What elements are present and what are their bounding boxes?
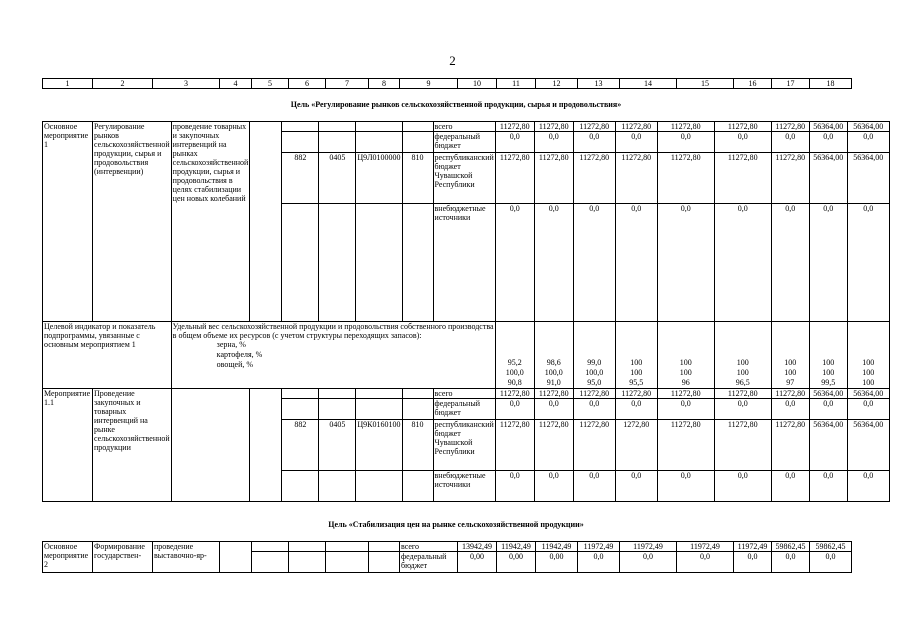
- column-number-cell: 7: [326, 79, 369, 89]
- empty-cell: [319, 389, 356, 399]
- column-number-cell: 14: [620, 79, 677, 89]
- value-cell: 56364,00: [809, 389, 847, 399]
- column-number-cell: 2: [93, 79, 153, 89]
- value-cell: 11972,49: [677, 542, 734, 552]
- indicator-value: 100: [822, 358, 835, 367]
- funding-source-cell: федеральный бюджет: [433, 132, 495, 153]
- value-cell: 11272,80: [714, 153, 771, 204]
- value-cell: 11272,80: [714, 122, 771, 132]
- empty-cell: [356, 204, 402, 322]
- ministry-code-cell: 882: [282, 420, 319, 471]
- value-cell: 0,0: [714, 132, 771, 153]
- indicator-item-vegetables: овощей, %: [216, 360, 254, 369]
- column-number-cell: 6: [289, 79, 326, 89]
- value-cell: 0,0: [495, 204, 534, 322]
- indicator-value: 100,0: [544, 368, 563, 377]
- empty-cell: [326, 542, 369, 552]
- indicator-values-cell: [573, 322, 615, 389]
- value-cell: 0,0: [657, 471, 714, 502]
- value-cell: 0,0: [809, 132, 847, 153]
- value-cell: 0,00: [458, 552, 497, 573]
- value-cell: 0,0: [771, 204, 809, 322]
- funding-source-cell: внебюджетные источники: [433, 471, 495, 502]
- empty-cell: [356, 132, 402, 153]
- indicator-label-cell: Целевой индикатор и показатель подпрограммы, увязанные с основным мероприятием 1: [43, 322, 172, 389]
- value-cell: 0,0: [620, 552, 677, 573]
- value-cell: 0,0: [573, 204, 615, 322]
- target-article-cell: Ц9К0160100: [356, 420, 402, 471]
- value-cell: 0,0: [772, 552, 810, 573]
- empty-cell: [356, 122, 402, 132]
- empty-cell: [319, 204, 356, 322]
- indicator-value: 95,5: [629, 378, 644, 387]
- value-cell: 0,0: [714, 471, 771, 502]
- value-cell: 56364,00: [847, 122, 889, 132]
- empty-cell: [289, 552, 326, 573]
- value-cell: 11272,80: [771, 153, 809, 204]
- value-cell: 11272,80: [534, 122, 573, 132]
- empty-cell: [282, 399, 319, 420]
- value-cell: 11272,80: [771, 389, 809, 399]
- value-cell: 0,0: [677, 552, 734, 573]
- value-cell: 11272,80: [657, 420, 714, 471]
- indicator-value: 91,0: [546, 378, 561, 387]
- value-cell: 11272,80: [534, 389, 573, 399]
- value-cell: 0,0: [573, 132, 615, 153]
- empty-cell: [402, 122, 433, 132]
- indicator-value: 100: [630, 368, 643, 377]
- value-cell: 0,0: [615, 399, 657, 420]
- program-table-continued: [42, 541, 852, 573]
- value-cell: 56364,00: [847, 389, 889, 399]
- value-cell: 0,00: [536, 552, 578, 573]
- empty-cell: [369, 552, 400, 573]
- indicator-value: 100,0: [505, 368, 524, 377]
- empty-cell: [282, 122, 319, 132]
- indicator-value: 95,0: [587, 378, 602, 387]
- indicator-row: [43, 322, 890, 389]
- value-cell: 11272,80: [615, 389, 657, 399]
- value-cell: 11272,80: [573, 389, 615, 399]
- value-cell: 0,0: [809, 399, 847, 420]
- target-article-cell: Ц9Л0100000: [356, 153, 402, 204]
- value-cell: 0,0: [495, 471, 534, 502]
- value-cell: 0,0: [615, 471, 657, 502]
- value-cell: 0,00: [497, 552, 536, 573]
- column-number-cell: 13: [578, 79, 620, 89]
- indicator-value: 99,5: [821, 378, 836, 387]
- value-cell: 11272,80: [657, 153, 714, 204]
- funding-source-cell: федеральный бюджет: [433, 399, 495, 420]
- value-cell: 11272,80: [534, 153, 573, 204]
- header-row: [43, 79, 852, 89]
- empty-cell: [282, 204, 319, 322]
- expense-type-cell: 810: [402, 420, 433, 471]
- empty-cell: [402, 389, 433, 399]
- indicator-item-potato: картофеля, %: [216, 350, 263, 359]
- column-number-cell: 8: [369, 79, 400, 89]
- indicator-values-cell: [714, 322, 771, 389]
- indicator-value: 100: [736, 358, 749, 367]
- value-cell: 11272,80: [495, 153, 534, 204]
- value-cell: 11272,80: [714, 389, 771, 399]
- funding-source-cell: республиканский бюджет Чувашской Республики: [433, 420, 495, 471]
- value-cell: 0,0: [534, 132, 573, 153]
- event-name-cell: Основное мероприятие 1: [43, 122, 93, 322]
- column-number-cell: 18: [810, 79, 852, 89]
- value-cell: 59862,45: [810, 542, 852, 552]
- value-cell: 11272,80: [657, 122, 714, 132]
- empty-cell: [319, 471, 356, 502]
- value-cell: 0,0: [578, 552, 620, 573]
- empty-cell: [326, 552, 369, 573]
- indicator-value: 98,6: [546, 358, 561, 367]
- value-cell: 0,0: [734, 552, 772, 573]
- value-cell: 56364,00: [809, 420, 847, 471]
- funding-source-cell: всего: [433, 122, 495, 132]
- indicator-value: 100: [862, 378, 875, 387]
- indicator-values-cell: [495, 322, 534, 389]
- indicator-value: 100: [679, 368, 692, 377]
- value-cell: 59862,45: [772, 542, 810, 552]
- column-number-cell: 4: [220, 79, 252, 89]
- value-cell: 11972,49: [578, 542, 620, 552]
- indicator-value: 96,5: [735, 378, 750, 387]
- column-number-cell: 3: [153, 79, 220, 89]
- value-cell: 11272,80: [615, 122, 657, 132]
- empty-cell: [402, 132, 433, 153]
- indicator-value: 100: [822, 368, 835, 377]
- value-cell: 11272,80: [771, 122, 809, 132]
- value-cell: 0,0: [809, 471, 847, 502]
- value-cell: 0,0: [534, 204, 573, 322]
- column-number-cell: 5: [252, 79, 289, 89]
- column-number-cell: 16: [734, 79, 772, 89]
- empty-cell: [252, 542, 289, 552]
- goal-title-2: Цель «Стабилизация цен на рынке сельскохозяйственной продукции»: [328, 520, 584, 529]
- empty-cell: [171, 389, 250, 502]
- goal-title-1: Цель «Регулирование рынков сельскохозяйственной продукции, сырья и продовольствия»: [290, 100, 622, 109]
- value-cell: 0,0: [771, 471, 809, 502]
- value-cell: 11272,80: [534, 420, 573, 471]
- value-cell: 1272,80: [615, 420, 657, 471]
- value-cell: 0,0: [615, 132, 657, 153]
- indicator-values-cell: [847, 322, 889, 389]
- empty-cell: [369, 542, 400, 552]
- indicator-text-cell: [171, 322, 495, 389]
- indicator-value: 96: [681, 378, 690, 387]
- empty-cell: [356, 471, 402, 502]
- value-cell: 0,0: [534, 399, 573, 420]
- value-cell: 11272,80: [657, 389, 714, 399]
- value-cell: 0,0: [657, 204, 714, 322]
- column-number-cell: 9: [400, 79, 458, 89]
- section-code-cell: 0405: [319, 420, 356, 471]
- indicator-value: 100: [784, 358, 797, 367]
- value-cell: 11272,80: [495, 420, 534, 471]
- funding-source-cell: внебюджетные источники: [433, 204, 495, 322]
- event-activity-cell: проведение выставочно-яр-: [153, 542, 220, 573]
- empty-cell: [402, 399, 433, 420]
- event-name-cell: Основное мероприятие 2: [43, 542, 93, 573]
- value-cell: 0,0: [534, 471, 573, 502]
- expense-type-cell: 810: [402, 153, 433, 204]
- column-number-cell: 11: [497, 79, 536, 89]
- value-cell: 0,0: [810, 552, 852, 573]
- indicator-value: 97: [786, 378, 795, 387]
- empty-cell: [250, 389, 282, 502]
- event-name-cell: Мероприятие 1.1: [43, 389, 93, 502]
- empty-cell: [319, 132, 356, 153]
- indicator-value: 95,2: [507, 358, 522, 367]
- column-number-cell: 12: [536, 79, 578, 89]
- empty-cell: [250, 122, 282, 322]
- empty-cell: [319, 399, 356, 420]
- value-cell: 56364,00: [809, 153, 847, 204]
- funding-source-cell: республиканский бюджет Чувашской Республики: [433, 153, 495, 204]
- value-cell: 11272,80: [771, 420, 809, 471]
- value-cell: 0,0: [495, 399, 534, 420]
- value-cell: 11272,80: [714, 420, 771, 471]
- value-cell: 0,0: [714, 399, 771, 420]
- value-cell: 11272,80: [573, 420, 615, 471]
- value-cell: 11942,49: [536, 542, 578, 552]
- column-number-cell: 1: [43, 79, 93, 89]
- funding-source-cell: всего: [433, 389, 495, 399]
- indicator-values-cell: [534, 322, 573, 389]
- page-number: 2: [449, 53, 456, 68]
- indicator-value: 100: [784, 368, 797, 377]
- table-row: [43, 389, 890, 399]
- indicator-value: 100,0: [585, 368, 604, 377]
- empty-cell: [402, 204, 433, 322]
- empty-cell: [402, 471, 433, 502]
- column-number-cell: 17: [772, 79, 810, 89]
- event-description-cell: Регулирование рынков сельскохозяйственной продукции, сырья и продовольствия (интервенции): [93, 122, 172, 322]
- table-row: [43, 122, 890, 132]
- indicator-value: 100: [679, 358, 692, 367]
- value-cell: 0,0: [847, 204, 889, 322]
- empty-cell: [356, 399, 402, 420]
- event-description-cell: Проведение закупочных и товарных интервенций на рынке сельскохозяйственной продукции: [93, 389, 172, 502]
- value-cell: 0,0: [771, 132, 809, 153]
- value-cell: 0,0: [847, 132, 889, 153]
- value-cell: 0,0: [847, 471, 889, 502]
- ministry-code-cell: 882: [282, 153, 319, 204]
- column-number-cell: 10: [458, 79, 497, 89]
- empty-cell: [252, 552, 289, 573]
- indicator-values-cell: [771, 322, 809, 389]
- value-cell: 0,0: [495, 132, 534, 153]
- value-cell: 56364,00: [847, 420, 889, 471]
- indicator-item-grain: зерна, %: [216, 340, 246, 349]
- indicator-values-cell: [809, 322, 847, 389]
- value-cell: 0,0: [615, 204, 657, 322]
- indicator-value: 100: [630, 358, 643, 367]
- value-cell: 11972,49: [734, 542, 772, 552]
- table-row: [43, 542, 852, 552]
- value-cell: 11272,80: [573, 122, 615, 132]
- indicator-value: 100: [736, 368, 749, 377]
- indicator-value: 90,8: [507, 378, 522, 387]
- value-cell: 11272,80: [573, 153, 615, 204]
- value-cell: 56364,00: [809, 122, 847, 132]
- indicator-value: 100: [862, 368, 875, 377]
- value-cell: 11972,49: [620, 542, 677, 552]
- value-cell: 0,0: [573, 471, 615, 502]
- empty-cell: [319, 122, 356, 132]
- value-cell: 0,0: [657, 399, 714, 420]
- empty-cell: [282, 471, 319, 502]
- indicator-description: Удельный вес сельскохозяйственной продукции и продовольствия собственного производства в общем объеме их ресурсов (с учетом структуры переходящих запасов):: [172, 322, 494, 340]
- value-cell: 11942,49: [497, 542, 536, 552]
- empty-cell: [282, 132, 319, 153]
- value-cell: 11272,80: [495, 389, 534, 399]
- empty-cell: [356, 389, 402, 399]
- value-cell: 0,0: [657, 132, 714, 153]
- section-code-cell: 0405: [319, 153, 356, 204]
- indicator-values-cell: [657, 322, 714, 389]
- empty-cell: [220, 542, 252, 573]
- indicator-value: 100: [862, 358, 875, 367]
- funding-source-cell: всего: [400, 542, 458, 552]
- value-cell: 0,0: [847, 399, 889, 420]
- value-cell: 0,0: [771, 399, 809, 420]
- empty-cell: [282, 389, 319, 399]
- event-activity-cell: проведение товарных и закупочных интервенций на рынках сельскохозяйственной продукции, сырья и продовольствия в целях стабилизации цен новых колебаний: [171, 122, 250, 322]
- program-table-main: [42, 121, 890, 502]
- value-cell: 0,0: [714, 204, 771, 322]
- empty-cell: [289, 542, 326, 552]
- value-cell: 0,0: [809, 204, 847, 322]
- column-number-header: [42, 78, 852, 89]
- value-cell: 0,0: [573, 399, 615, 420]
- funding-source-cell: федеральный бюджет: [400, 552, 458, 573]
- indicator-value: 99,0: [587, 358, 602, 367]
- column-number-cell: 15: [677, 79, 734, 89]
- event-description-cell: Формирование государствен-: [93, 542, 153, 573]
- value-cell: 56364,00: [847, 153, 889, 204]
- value-cell: 11272,80: [615, 153, 657, 204]
- value-cell: 13942,49: [458, 542, 497, 552]
- indicator-values-cell: [615, 322, 657, 389]
- value-cell: 11272,80: [495, 122, 534, 132]
